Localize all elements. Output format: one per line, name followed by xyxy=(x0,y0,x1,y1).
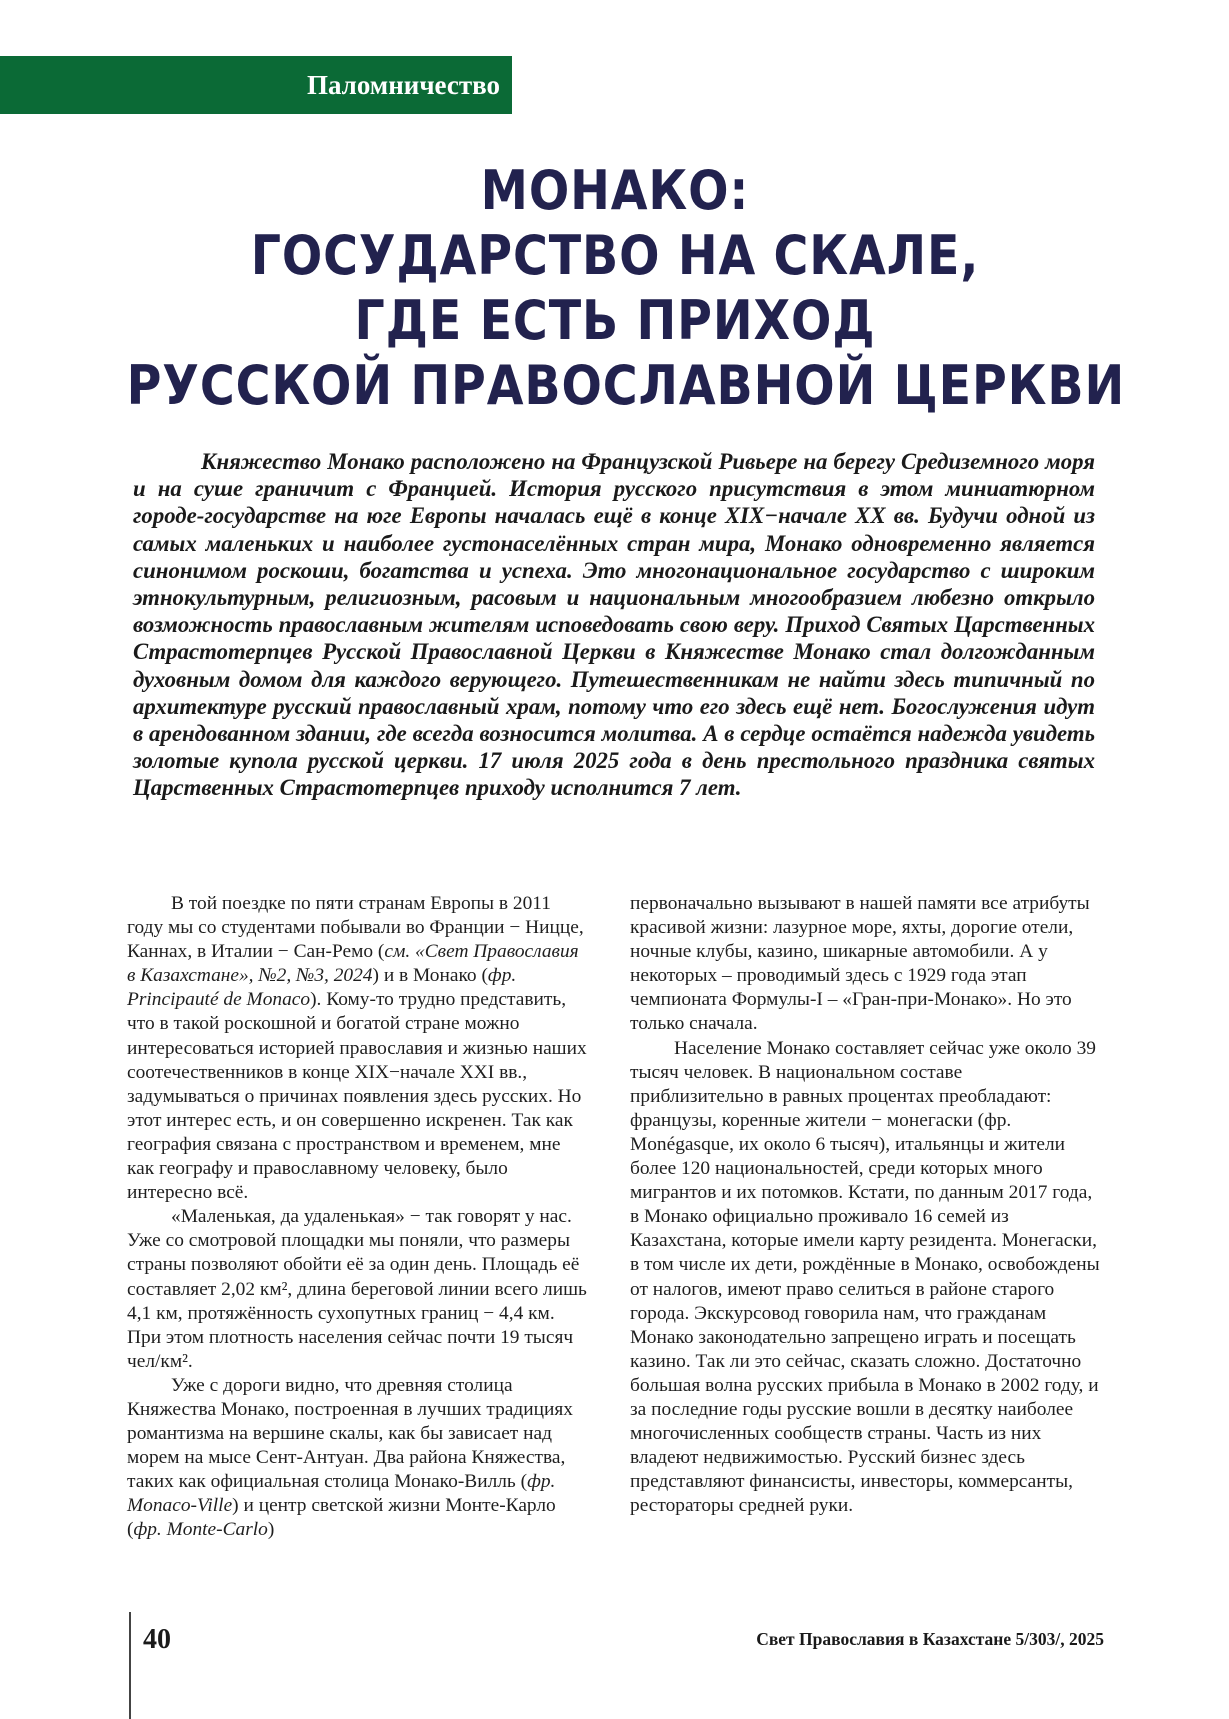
article-title xyxy=(126,158,1126,418)
title-line: МОНАКО: xyxy=(480,159,750,222)
title-line: ГОСУДАРСТВО НА СКАЛЕ, xyxy=(250,224,980,287)
italic-text: фр. Principauté de Monaco xyxy=(127,965,517,1011)
page-number: 40 xyxy=(143,1624,171,1655)
text-run: ) и в Монако ( xyxy=(372,965,488,987)
title-line: РУССКОЙ ПРАВОСЛАВНОЙ ЦЕРКВИ xyxy=(126,354,1126,417)
text-run: В той поездке по пяти странам Европы в 2011 году мы со студентами побывали во Франции − Ницце, Каннах, в Италии − Сан-Ремо ( xyxy=(127,893,584,963)
lead-paragraph: Княжество Монако расположено на Французской Ривьере на берегу Средиземного моря и на суше граничит с Францией. История русского присутствия в этом миниатюрном городе-государстве на юге Европы началась ещё в конце XIX−начале XX вв. Будучи одной из самых маленьких и наиболее густонаселённых стран мира, Монако одновременно является синонимом роскоши, богатства и успеха. Это многонациональное государство с широким этнокультурным, религиозным, расовым и национальным многообразием любезно открыло возможность православным жителям исповедовать свою веру. Приход Святых Царственных Страстотерпцев Русской Православной Церкви в Княжестве Монако стал долгожданным духовным домом для каждого верующего. Путешественникам не найти здесь типичный по архитектуре русский православный храм, потому что его здесь ещё нет. Богослужения идут в арендованном здании, где всегда возносится молитва. А в сердце остаётся надежда увидеть золотые купола русской церкви. 17 июля 2025 года в день престольного праздника святых Царственных Страстотерпцев приходу исполнится 7 лет. xyxy=(133,449,1095,801)
body-paragraph: Население Монако составляет сейчас уже около 39 тысяч человек. В национальном составе приблизительно в равных процентах преобладают: французы, коренные жители − монегаски (фр. Monégasque, их около 6 тысяч), итальянцы и жители более 120 национальностей, среди которых много мигрантов и их потомков. Кстати, по данным 2017 года, в Монако официально проживало 16 семей из Казахстана, которые имели карту резидента. Монегаски, в том числе их дети, рождённые в Монако, освобождены от налогов, имеют право селиться в районе старого города. Экскурсовод говорила нам, что гражданам Монако законодательно запрещено играть и посещать казино. Так ли это сейчас, сказать сложно. Достаточно большая волна русских прибыла в Монако в 2002 году, и за последние годы русские вошли в десятку наиболее многочисленных сообществ страны. Часть из них владеют недвижимостью. Русский бизнес здесь представляют финансисты, инвесторы, коммерсанты, рестораторы средней руки. xyxy=(630,1037,1100,1517)
title-line: ГДЕ ЕСТЬ ПРИХОД xyxy=(354,289,876,352)
journal-title: Свет Православия в Казахстане 5/303/, 2025 xyxy=(756,1629,1104,1649)
body-paragraph: первоначально вызывают в нашей памяти все атрибуты красивой жизни: лазурное море, яхты, дорогие отели, ночные клубы, казино, шикарные автомобили. А у некоторых – проводимый здесь с 1929 года этап чемпионата Формулы-I – «Гран-при-Монако». Но это только сначала. xyxy=(630,893,1090,1035)
text-run: ) xyxy=(267,1519,275,1541)
body-paragraph: «Маленькая, да удаленькая» − так говорят у нас. Уже со смотровой площадки мы поняли, что размеры страны позволяют обойти её за один день. Площадь её составляет 2,02 км², длина береговой линии всего лишь 4,1 км, протяжённость сухопутных границ − 4,4 км. При этом плотность населения сейчас почти 19 тысяч чел/км². xyxy=(127,1206,587,1372)
italic-text: см. «Свет Православия в Казахстане», №2, №3, 2024 xyxy=(127,941,579,987)
body-paragraph xyxy=(127,892,587,1205)
text-run: ). Кому-то трудно представить, что в такой роскошной и богатой стране можно интересоваться историей православия и жизнью наших соотечественников в конце XIX−начале XXI вв., задумываться о причинах появления здесь русских. Но этот интерес есть, и он совершенно искренен. Так как география связана с пространством и временем, мне как географу и православному человеку, было интересно всё. xyxy=(127,989,587,1204)
page-rule xyxy=(129,1612,131,1719)
italic-text: фр. Monaco-Ville xyxy=(127,1471,556,1517)
section-tab xyxy=(0,56,512,114)
left-column xyxy=(127,892,587,1543)
text-run: ) и центр светской жизни Монте-Карло ( xyxy=(127,1495,556,1541)
body-paragraph xyxy=(127,1374,587,1543)
italic-text: фр. Monte-Carlo xyxy=(133,1519,268,1541)
text-run: Уже с дороги видно, что древняя столица Княжества Монако, построенная в лучших традициях романтизма на вершине скалы, как бы зависает над морем на мысе Сент-Антуан. Два района Княжества, таких как официальная столица Монако-Вилль ( xyxy=(127,1374,573,1493)
section-label: Паломничество xyxy=(306,69,500,100)
right-column xyxy=(630,892,1100,1518)
